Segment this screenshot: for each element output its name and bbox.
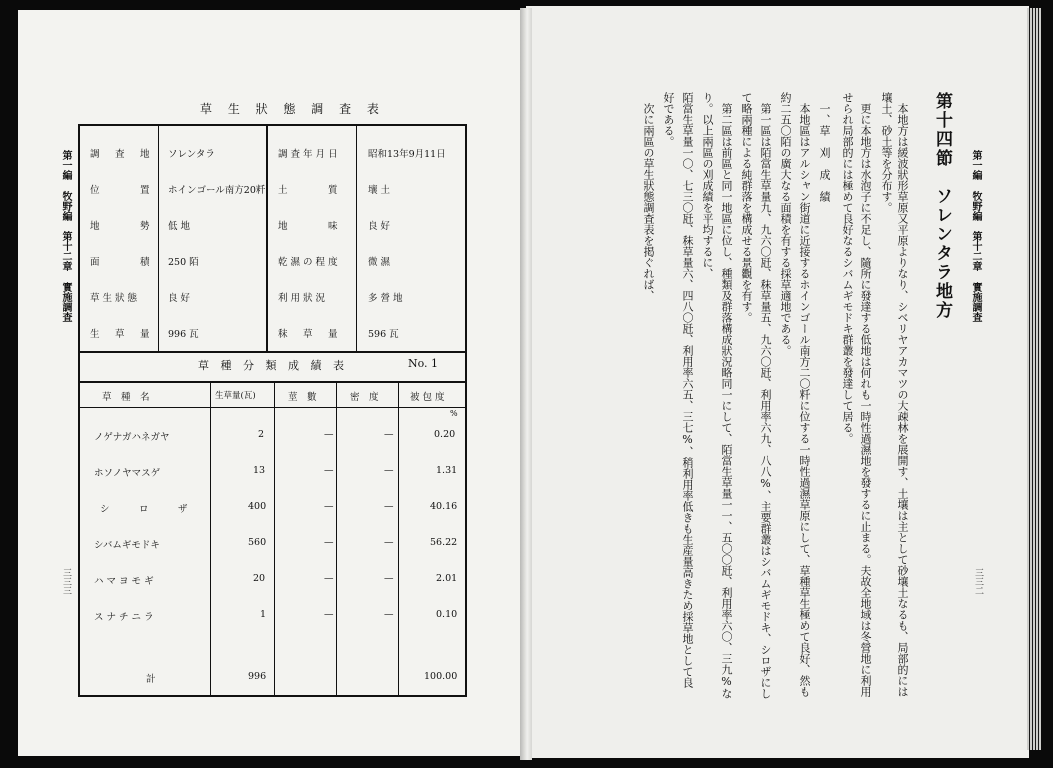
col-header-stems: 莖 數 — [288, 392, 317, 403]
body-column: 壤土、砂土等を分布す。 — [880, 92, 893, 213]
table-row-stems: — — [324, 609, 334, 620]
col-header-cover: 被 包 度 — [410, 392, 445, 403]
species-table-number: No. 1 — [408, 357, 439, 370]
survey-label: 地 味 — [278, 221, 341, 232]
table-row-name: シバムギモドキ — [94, 540, 160, 551]
body-column: 第二區は前區と同一地區に位し、種類及群落構成狀況略同一にして、陌當生草量一一、五〇〇瓩、利用率六〇、三九%な — [720, 92, 733, 699]
survey-value: 低 地 — [168, 221, 191, 232]
survey-label: 面 積 — [90, 257, 153, 268]
section-title: 第十四節 ソレンタラ地方 — [932, 92, 952, 320]
table-row-weight: 20 — [253, 573, 266, 584]
survey-value: 良 好 — [168, 293, 191, 304]
survey-table-title: 草 生 狀 態 調 査 表 — [200, 102, 385, 116]
table-row-cover: 1.31 — [436, 465, 458, 476]
table-row-weight: 1 — [260, 609, 267, 620]
table-row-name: ノゲナガハネガヤ — [94, 432, 170, 443]
survey-value: ソレンタラ — [168, 149, 215, 160]
species-table — [78, 349, 467, 697]
survey-label: 調 査 地 — [90, 149, 153, 160]
table-row-cover: 40.16 — [430, 501, 458, 512]
percent-unit: % — [450, 409, 458, 418]
body-column: せられ局部的には極めて良好なるシバムギモドキ群叢を發達して居る。 — [841, 92, 854, 444]
species-table-title: 草 種 分 類 成 績 表 — [198, 359, 348, 372]
body-column: 陌當生草量一〇、七三〇瓩、秣草量六、四八〇瓩、利用率六五、三七%、稍利用率低きも生産量高きため採草地として良 — [681, 92, 694, 688]
table-row-stems: — — [324, 429, 334, 440]
survey-table — [78, 124, 467, 353]
page-stack-edge — [1027, 8, 1041, 750]
survey-label: 乾 濕 の 程 度 — [278, 257, 338, 268]
left-page-number: 三三三 — [61, 568, 71, 595]
book-gutter — [520, 8, 532, 760]
table-row-weight: 13 — [253, 465, 266, 476]
survey-label: 生 草 量 — [90, 329, 153, 340]
table-row-density: — — [384, 465, 394, 476]
body-column: 約二五〇陌の廣大なる面積を有する採草適地である。 — [779, 92, 792, 356]
survey-value: 良 好 — [368, 221, 391, 232]
body-column: 更に本地方は水泡子に不足し、隨所に發達する低地は何れも一時性過濕地を發するに止まる。夫故全地域は冬營地に利用 — [859, 92, 872, 697]
survey-label: 調 査 年 月 日 — [278, 149, 338, 160]
table-row-name: ホソノヤマスゲ — [94, 468, 161, 479]
table-row-weight: 2 — [258, 429, 265, 440]
table-row-density: — — [384, 501, 394, 512]
right-running-head: 第一編 牧野編 第十二章 實施調査 — [970, 150, 981, 322]
table-row-density: — — [384, 429, 394, 440]
body-column: 本地方は緩波狀形草原又平原よりなり、シベリヤアカマツの大疎林を展開す、土壤は主として砂壤土なるも、局部的には — [896, 92, 909, 697]
survey-label: 土 質 — [278, 185, 341, 196]
col-header-density: 密 度 — [350, 392, 379, 403]
total-label: 計 — [146, 674, 156, 685]
total-cover: 100.00 — [424, 671, 458, 682]
body-column: 好である。 — [662, 92, 675, 147]
survey-value: 多 營 地 — [368, 293, 403, 304]
survey-value: ホインゴール南方20粁 — [168, 185, 266, 196]
survey-label: 位 置 — [90, 185, 153, 196]
body-column: 第一區は陌當生草量九、九六〇瓩、秣草量五、九六〇瓩、利用率六九、八八%、主要群叢はシバムギモドキ、シロザにし — [759, 92, 772, 699]
table-row-name: ス ナ チ ニ ラ — [94, 612, 154, 623]
table-row-density: — — [384, 609, 394, 620]
table-row-name: ハ マ ヨ モ ギ — [94, 576, 154, 587]
survey-value: 昭和13年9月11日 — [368, 149, 446, 160]
survey-label: 秣 草 量 — [278, 329, 341, 340]
body-column: り。以上兩區の刈成績を平均するに、 — [701, 92, 714, 279]
survey-value: 996 瓦 — [168, 329, 199, 340]
body-column: 次に兩區の草生狀態調査表を掲ぐれば、 — [642, 92, 655, 301]
survey-value: 596 瓦 — [368, 329, 399, 340]
left-running-head: 第一編 牧野編 第十二章 實施調査 — [60, 150, 71, 322]
survey-value: 微 濕 — [368, 257, 391, 268]
table-row-stems: — — [324, 465, 334, 476]
table-row-name: シ ロ ザ — [100, 504, 198, 515]
table-row-cover: 0.10 — [436, 609, 458, 620]
col-header-weight: 生草量(瓦) — [215, 391, 256, 401]
survey-label: 地 勢 — [90, 221, 153, 232]
table-row-stems: — — [324, 537, 334, 548]
table-row-stems: — — [324, 573, 334, 584]
section-subheading: 一、草 刈 成 績 — [818, 92, 831, 202]
right-page-number: 三三二 — [973, 568, 983, 595]
total-weight: 996 — [248, 671, 267, 682]
survey-value: 250 陌 — [168, 257, 199, 268]
table-row-stems: — — [324, 501, 334, 512]
survey-label: 草 生 狀 態 — [90, 293, 138, 304]
body-column: て略兩種による純群落を構成せる景觀を有す。 — [740, 92, 753, 323]
table-row-density: — — [384, 537, 394, 548]
table-row-density: — — [384, 573, 394, 584]
body-column: 本地區はアルシャン街道に近接するホインゴール南方二〇粁に位する一時性過濕草原にして、草種草生極めて良好、然も — [798, 92, 811, 697]
table-row-weight: 560 — [248, 537, 267, 548]
table-row-cover: 0.20 — [434, 429, 456, 440]
table-row-weight: 400 — [248, 501, 267, 512]
survey-value: 壤 土 — [368, 185, 391, 196]
survey-label: 利 用 狀 況 — [278, 293, 326, 304]
table-row-cover: 2.01 — [436, 573, 458, 584]
col-header-species: 草 種 名 — [102, 392, 150, 403]
table-row-cover: 56.22 — [430, 537, 458, 548]
